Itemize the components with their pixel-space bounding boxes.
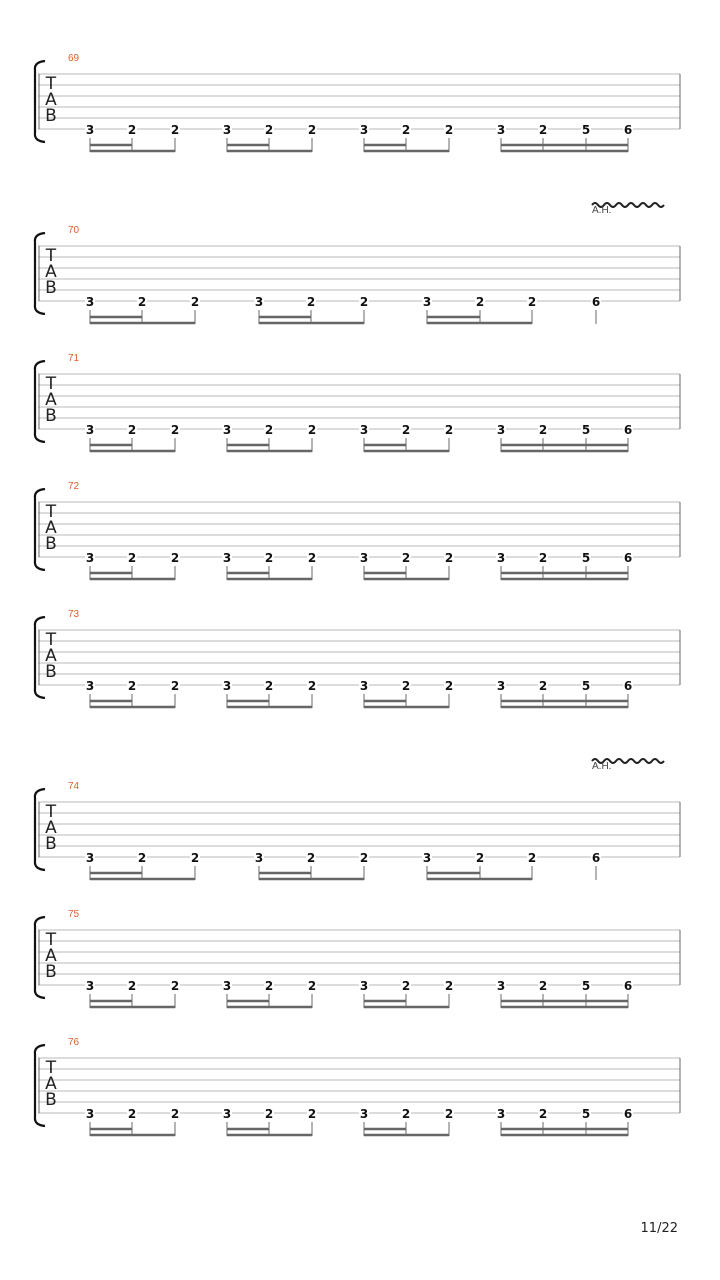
tab-clef-letter: B (45, 962, 57, 982)
fret-number: 2 (190, 851, 200, 865)
tab-system (35, 353, 680, 452)
fret-number: 2 (264, 979, 274, 993)
fret-number: 3 (254, 851, 264, 865)
tab-clef-letter: T (45, 802, 57, 822)
system-bracket (35, 61, 45, 142)
fret-number: 2 (475, 851, 485, 865)
fret-number: 3 (222, 679, 232, 693)
measure-number: 71 (68, 353, 80, 364)
fret-number: 2 (475, 295, 485, 309)
fret-number: 2 (307, 551, 317, 565)
fret-number: 6 (623, 551, 633, 565)
tab-clef-letter: T (45, 930, 57, 950)
fret-number: 3 (496, 679, 506, 693)
fret-number: 2 (307, 1107, 317, 1121)
fret-number: 2 (306, 851, 316, 865)
tab-clef-letter: B (45, 106, 57, 126)
system-bracket (35, 617, 45, 698)
fret-number: 5 (581, 679, 591, 693)
fret-number: 2 (401, 551, 411, 565)
fret-number: 3 (222, 979, 232, 993)
tab-clef-letter: A (45, 390, 57, 410)
fret-number: 2 (538, 551, 548, 565)
fret-number: 6 (623, 1107, 633, 1121)
system-bracket (35, 1045, 45, 1126)
fret-number: 2 (401, 979, 411, 993)
fret-number: 3 (496, 1107, 506, 1121)
fret-number: 2 (444, 979, 454, 993)
fret-number: 3 (85, 551, 95, 565)
tab-system (35, 609, 680, 708)
tab-clef-letter: A (45, 646, 57, 666)
fret-number: 3 (496, 423, 506, 437)
fret-number: 3 (496, 979, 506, 993)
fret-number: 2 (307, 979, 317, 993)
measure-number: 75 (68, 909, 80, 920)
fret-number: 2 (527, 851, 537, 865)
fret-number: 6 (591, 851, 601, 865)
fret-number: 3 (496, 123, 506, 137)
fret-number: 2 (127, 423, 137, 437)
tab-clef-letter: B (45, 278, 57, 298)
tab-system (35, 1037, 680, 1136)
fret-number: 2 (170, 423, 180, 437)
fret-number: 6 (623, 423, 633, 437)
tab-clef-letter: A (45, 518, 57, 538)
tab-clef-letter: B (45, 1090, 57, 1110)
fret-number: 3 (85, 979, 95, 993)
fret-number: 6 (591, 295, 601, 309)
system-bracket (35, 917, 45, 998)
measure-number: 74 (68, 781, 80, 792)
fret-number: 3 (85, 423, 95, 437)
tab-clef-letter: A (45, 262, 57, 282)
harmonic-annotation: A.H. (592, 761, 612, 772)
fret-number: 2 (264, 423, 274, 437)
fret-number: 3 (359, 551, 369, 565)
tab-clef-letter: T (45, 1058, 57, 1078)
measure-number: 72 (68, 481, 80, 492)
fret-number: 2 (401, 123, 411, 137)
fret-number: 2 (170, 551, 180, 565)
tab-clef-letter: A (45, 818, 57, 838)
fret-number: 3 (85, 1107, 95, 1121)
harmonic-annotation: A.H. (592, 205, 612, 216)
fret-number: 2 (359, 851, 369, 865)
fret-number: 3 (359, 123, 369, 137)
tab-clef-letter: T (45, 502, 57, 522)
tab-system (35, 909, 680, 1008)
fret-number: 2 (306, 295, 316, 309)
measure-number: 76 (68, 1037, 80, 1048)
tab-clef-letter: B (45, 534, 57, 554)
fret-number: 5 (581, 979, 591, 993)
fret-number: 2 (264, 551, 274, 565)
fret-number: 5 (581, 551, 591, 565)
tab-clef-letter: A (45, 1074, 57, 1094)
fret-number: 3 (359, 1107, 369, 1121)
fret-number: 2 (401, 679, 411, 693)
tab-system (35, 759, 680, 880)
system-bracket (35, 789, 45, 870)
fret-number: 2 (170, 979, 180, 993)
fret-number: 2 (137, 851, 147, 865)
fret-number: 2 (444, 123, 454, 137)
fret-number: 2 (401, 423, 411, 437)
measure-number: 69 (68, 53, 80, 64)
fret-number: 5 (581, 123, 591, 137)
fret-number: 2 (538, 979, 548, 993)
fret-number: 2 (444, 551, 454, 565)
tab-clef-letter: B (45, 406, 57, 426)
tab-clef-letter: T (45, 630, 57, 650)
fret-number: 2 (264, 679, 274, 693)
fret-number: 3 (359, 679, 369, 693)
fret-number: 2 (127, 679, 137, 693)
fret-number: 3 (85, 851, 95, 865)
system-bracket (35, 489, 45, 570)
fret-number: 3 (222, 551, 232, 565)
fret-number: 2 (190, 295, 200, 309)
fret-number: 2 (127, 1107, 137, 1121)
fret-number: 2 (127, 123, 137, 137)
fret-number: 3 (359, 979, 369, 993)
fret-number: 5 (581, 1107, 591, 1121)
fret-number: 3 (85, 295, 95, 309)
fret-number: 2 (444, 423, 454, 437)
fret-number: 3 (222, 423, 232, 437)
fret-number: 3 (422, 851, 432, 865)
fret-number: 2 (307, 123, 317, 137)
fret-number: 6 (623, 123, 633, 137)
fret-number: 3 (422, 295, 432, 309)
fret-number: 6 (623, 679, 633, 693)
tab-system (35, 203, 680, 324)
system-bracket (35, 361, 45, 442)
fret-number: 2 (527, 295, 537, 309)
tab-clef-letter: A (45, 90, 57, 110)
fret-number: 2 (307, 679, 317, 693)
fret-number: 2 (401, 1107, 411, 1121)
fret-number: 3 (496, 551, 506, 565)
system-bracket (35, 233, 45, 314)
tab-clef-letter: B (45, 662, 57, 682)
fret-number: 2 (538, 123, 548, 137)
fret-number: 2 (127, 979, 137, 993)
fret-number: 3 (254, 295, 264, 309)
tab-system (35, 481, 680, 580)
fret-number: 3 (359, 423, 369, 437)
tab-clef-letter: A (45, 946, 57, 966)
tab-clef-letter: B (45, 834, 57, 854)
fret-number: 3 (222, 1107, 232, 1121)
fret-number: 2 (444, 679, 454, 693)
fret-number: 2 (170, 1107, 180, 1121)
fret-number: 2 (137, 295, 147, 309)
fret-number: 2 (538, 423, 548, 437)
fret-number: 2 (127, 551, 137, 565)
fret-number: 2 (264, 1107, 274, 1121)
fret-number: 6 (623, 979, 633, 993)
fret-number: 5 (581, 423, 591, 437)
measure-number: 73 (68, 609, 80, 620)
tab-system (35, 53, 680, 152)
tab-clef-letter: T (45, 74, 57, 94)
fret-number: 2 (538, 679, 548, 693)
fret-number: 2 (264, 123, 274, 137)
fret-number: 3 (85, 679, 95, 693)
fret-number: 2 (170, 123, 180, 137)
fret-number: 2 (307, 423, 317, 437)
tab-clef-letter: T (45, 374, 57, 394)
fret-number: 2 (538, 1107, 548, 1121)
fret-number: 2 (444, 1107, 454, 1121)
page-number: 11/22 (640, 1221, 678, 1236)
fret-number: 3 (85, 123, 95, 137)
fret-number: 2 (170, 679, 180, 693)
fret-number: 2 (359, 295, 369, 309)
measure-number: 70 (68, 225, 80, 236)
fret-number: 3 (222, 123, 232, 137)
tab-clef-letter: T (45, 246, 57, 266)
